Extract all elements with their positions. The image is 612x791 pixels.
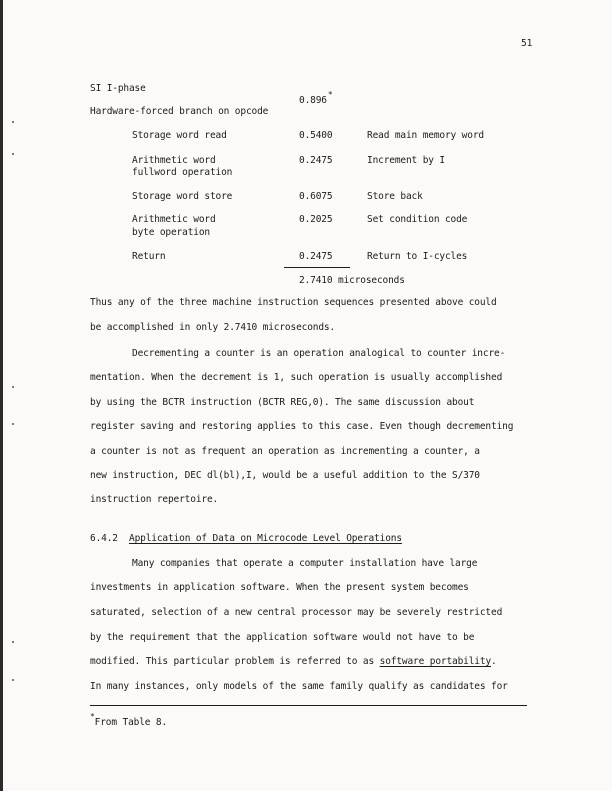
footnote-reference-mark: * — [327, 90, 333, 99]
paragraph-3-line: saturated, selection of a new central processor may be severely restricted — [90, 607, 503, 618]
row-4-description: Set condition code — [367, 214, 468, 225]
scan-speck — [12, 679, 14, 681]
paragraph-2-line: a counter is not as frequent an operation as incrementing a counter, a — [90, 446, 480, 457]
scan-speck — [12, 641, 14, 643]
scan-speck — [12, 423, 14, 425]
paragraph-2-line: by using the BCTR instruction (BCTR REG,0). The same discussion about — [90, 397, 475, 408]
scan-edge — [0, 0, 3, 791]
footnote — [90, 712, 168, 729]
section-number: 6.4.2 — [90, 533, 118, 544]
section-title: Application of Data on Microcode Level Operations — [129, 533, 402, 544]
row-5-time: 0.2475 — [299, 251, 333, 262]
row-2-time: 0.2475 — [299, 155, 333, 166]
paragraph-3-line: Many companies that operate a computer installation have large — [132, 558, 478, 569]
term-software-portability: software portability — [379, 656, 492, 667]
paragraph-2-line: instruction repertoire. — [90, 494, 219, 505]
total-time: 2.7410 microseconds — [299, 275, 405, 286]
paragraph-2-line: Decrementing a counter is an operation analogical to counter incre- — [132, 348, 506, 359]
row-3-time: 0.6075 — [299, 191, 333, 202]
scan-speck — [12, 386, 14, 388]
row-5-description: Return to I-cycles — [367, 251, 468, 262]
paragraph-3-line: investments in application software. When the present system becomes — [90, 582, 469, 593]
row-1-operation: Storage word read — [132, 130, 227, 141]
footnote-mark: * — [90, 712, 95, 721]
row-2-description: Increment by I — [367, 155, 445, 166]
branch-value: 0.896* — [299, 90, 333, 106]
row-2-operation: Arithmetic word — [132, 155, 216, 166]
row-4-time: 0.2025 — [299, 214, 333, 225]
row-1-description: Read main memory word — [367, 130, 484, 141]
row-2-operation-line2: fullword operation — [132, 167, 233, 178]
footnote-rule — [90, 705, 527, 706]
phase-label: SI I-phase — [90, 83, 146, 94]
paragraph-3-line: modified. This particular problem is referred to as software portability. — [90, 656, 497, 667]
row-3-operation: Storage word store — [132, 191, 233, 202]
page-number: 51 — [521, 38, 533, 49]
paragraph-3-line: In many instances, only models of the same family qualify as candidates for — [90, 681, 508, 692]
branch-label: Hardware-forced branch on opcode — [90, 106, 269, 117]
row-3-description: Store back — [367, 191, 423, 202]
section-heading — [90, 533, 402, 545]
sum-rule — [284, 267, 350, 268]
scan-speck — [12, 153, 14, 155]
paragraph-2-line: register saving and restoring applies to this case. Even though decrementing — [90, 421, 514, 432]
row-5-operation: Return — [132, 251, 166, 262]
paragraph-1-line: be accomplished in only 2.7410 microseconds. — [90, 322, 336, 333]
footnote-text: From Table 8. — [94, 717, 168, 728]
row-4-operation: Arithmetic word — [132, 214, 216, 225]
paragraph-2-line: mentation. When the decrement is 1, such operation is usually accomplished — [90, 372, 503, 383]
paragraph-3-line: by the requirement that the application software would not have to be — [90, 632, 475, 643]
paragraph-1-line: Thus any of the three machine instruction sequences presented above could — [90, 297, 497, 308]
scan-speck — [12, 121, 14, 123]
row-1-time: 0.5400 — [299, 130, 333, 141]
row-4-operation-line2: byte operation — [132, 227, 210, 238]
paragraph-2-line: new instruction, DEC dl(bl),I, would be a useful addition to the S/370 — [90, 470, 480, 481]
